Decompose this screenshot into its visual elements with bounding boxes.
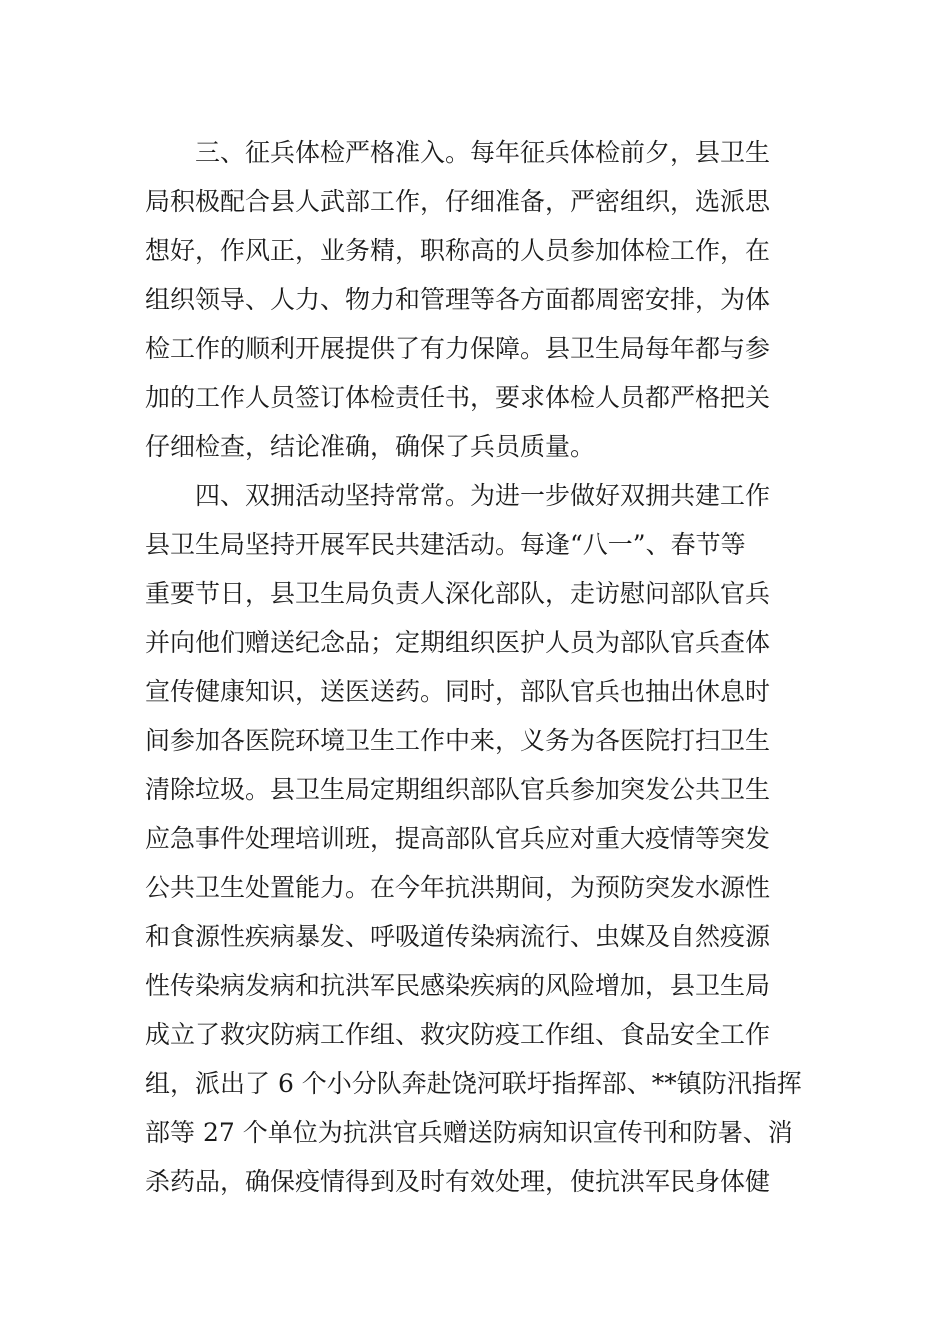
text-line: 部等 27 个单位为抗洪官兵赠送防病知识宣传刊和防暑、消: [145, 1118, 793, 1147]
text-line: 加的工作人员签订体检责任书，要求体检人员都严格把关: [145, 383, 771, 412]
document-body: [145, 128, 815, 1206]
text-line: 间参加各医院环境卫生工作中来，义务为各医院打扫卫生: [145, 726, 771, 755]
text-line: 三、征兵体检严格准入。每年征兵体检前夕，县卫生: [145, 138, 771, 167]
text-line: 仔细检查，结论准确，确保了兵员质量。: [145, 432, 596, 461]
text-line: 组，派出了 6 个小分队奔赴饶河联圩指挥部、**镇防汛指挥: [145, 1069, 802, 1098]
text-line: 和食源性疾病暴发、呼吸道传染病流行、虫媒及自然疫源: [145, 922, 771, 951]
text-line: 四、双拥活动坚持常常。为进一步做好双拥共建工作: [145, 481, 771, 510]
text-line: 想好，作风正，业务精，职称高的人员参加体检工作，在: [145, 236, 771, 265]
text-line: 并向他们赠送纪念品；定期组织医护人员为部队官兵查体: [145, 628, 771, 657]
paragraph-recruitment-exam: [145, 128, 815, 471]
text-line: 应急事件处理培训班，提高部队官兵应对重大疫情等突发: [145, 824, 771, 853]
paragraph-dual-support: [145, 471, 815, 1206]
text-line: 重要节日，县卫生局负责人深化部队，走访慰问部队官兵: [145, 579, 771, 608]
text-line: 组织领导、人力、物力和管理等各方面都周密安排，为体: [145, 285, 771, 314]
text-line: 宣传健康知识，送医送药。同时，部队官兵也抽出休息时: [145, 677, 771, 706]
text-line: 公共卫生处置能力。在今年抗洪期间，为预防突发水源性: [145, 873, 771, 902]
text-line: 清除垃圾。县卫生局定期组织部队官兵参加突发公共卫生: [145, 775, 771, 804]
text-line: 成立了救灾防病工作组、救灾防疫工作组、食品安全工作: [145, 1020, 771, 1049]
text-line: 杀药品，确保疫情得到及时有效处理，使抗洪军民身体健: [145, 1167, 771, 1196]
text-line: 县卫生局坚持开展军民共建活动。每逢“八一”、春节等: [145, 530, 746, 559]
text-line: 检工作的顺利开展提供了有力保障。县卫生局每年都与参: [145, 334, 771, 363]
text-line: 局积极配合县人武部工作，仔细准备，严密组织，选派思: [145, 187, 771, 216]
text-line: 性传染病发病和抗洪军民感染疾病的风险增加，县卫生局: [145, 971, 771, 1000]
